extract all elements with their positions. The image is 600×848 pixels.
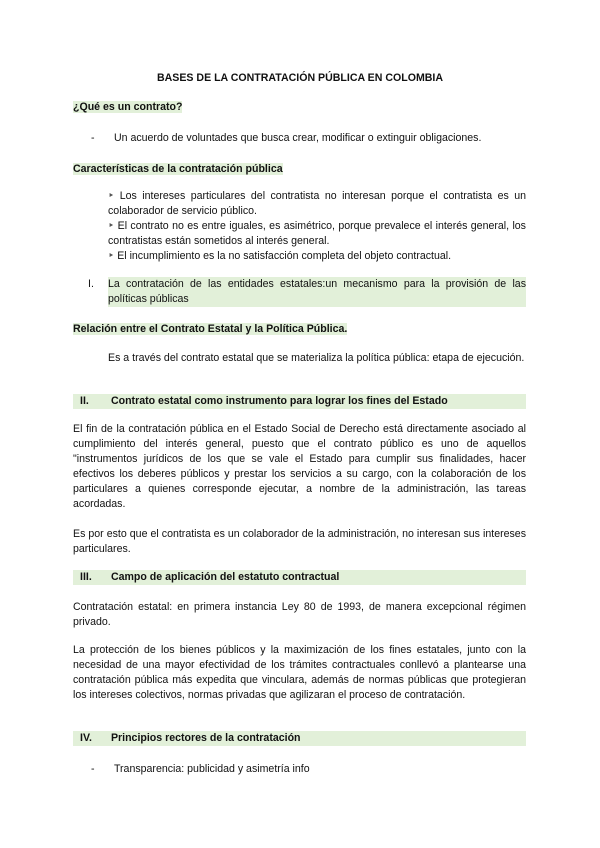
section-numeral: I. [88, 278, 94, 290]
heading-que-es-contrato [73, 100, 182, 115]
list-item-text: Un acuerdo de voluntades que busca crear, modificar o extinguir obligaciones. [113, 132, 482, 144]
bullet-list [108, 189, 526, 264]
section-3-paragraph-2: La protección de los bienes públicos y la maximización de los fines estatales, junto con la necesidad de una mayor efectividad de los trámites contractuales conllevó a plantearse una contratación pública más expedita que vinculara, además de normas públicas que protegieran los intereses colectivos, normas privadas que agilizaran el proceso de contratación. [73, 644, 526, 701]
heading-text: Contrato estatal como instrumento para lograr los fines del Estado [110, 395, 448, 407]
heading-text: Principios rectores de la contratación [110, 732, 301, 744]
section-numeral: II. [80, 395, 89, 407]
section-numeral: III. [80, 571, 92, 583]
section-1-text: La contratación de las entidades estatales:un mecanismo para la provisión de las políticas públicas [108, 278, 526, 305]
list-item [91, 762, 531, 777]
heading-caracteristicas [73, 162, 283, 177]
list-item [108, 249, 526, 264]
section-4-heading [73, 731, 526, 746]
dash-marker: - [91, 132, 95, 144]
section-2-paragraph-1: El fin de la contratación pública en el Estado Social de Derecho está directamente asociado al cumplimiento del interés general, puesto que el contrato público es uno de aquellos "instrumentos jurídicos de los que se vale el Estado para cumplir sus finalidades, hacer efectivos los deberes públicos y prestar los servicios a su cargo, con la colaboración de los particulares a quienes corresponde ejecutar, a nombre de la administración, las tareas acordadas. [73, 423, 526, 510]
bullet-arrow-icon: ‣ [108, 250, 115, 262]
list-item [108, 219, 526, 249]
section-numeral: IV. [80, 732, 92, 744]
heading-text: Campo de aplicación del estatuto contractual [110, 571, 340, 583]
section-3-paragraph-1: Contratación estatal: en primera instancia Ley 80 de 1993, de manera excepcional régimen privado. [73, 601, 526, 628]
heading-text: Relación entre el Contrato Estatal y la Política Pública. [73, 323, 348, 335]
section-2-heading [73, 394, 526, 409]
section-3-heading [73, 570, 526, 585]
page-title: BASES DE LA CONTRATACIÓN PÚBLICA EN COLOMBIA [156, 72, 444, 84]
list-item [91, 131, 531, 146]
heading-relacion [73, 322, 347, 337]
relacion-text: Es a través del contrato estatal que se materializa la política pública: etapa de ejecución. [108, 352, 525, 364]
list-item [108, 189, 526, 219]
heading-text: ¿Qué es un contrato? [73, 101, 183, 113]
list-item-text: El contrato no es entre iguales, es asimétrico, porque prevalece el interés general, los contratistas están sometidos al interés general. [108, 220, 526, 247]
heading-text: Características de la contratación pública [73, 163, 283, 175]
bullet-arrow-icon: ‣ [108, 220, 115, 232]
bullet-arrow-icon: ‣ [108, 190, 115, 202]
list-item-text: Los intereses particulares del contratista no interesan porque el contratista es un colaborador de servicio público. [108, 190, 526, 217]
list-item-text: El incumplimiento es la no satisfacción completa del objeto contractual. [117, 250, 452, 262]
dash-marker: - [91, 763, 95, 775]
section-2-paragraph-2: Es por esto que el contratista es un colaborador de la administración, no interesan sus intereses particulares. [73, 528, 526, 555]
list-item-text: Transparencia: publicidad y asimetría info [113, 763, 310, 775]
